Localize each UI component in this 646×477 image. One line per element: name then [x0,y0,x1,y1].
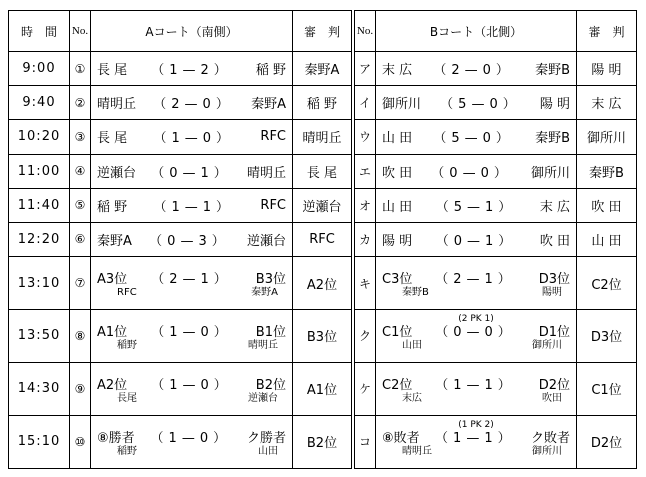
score-dash: — [466,324,485,340]
score [412,162,531,181]
team-away-subname: 御所川 [532,445,562,457]
team-away-subname: 逆瀬台 [248,392,278,404]
score-dash: — [182,377,201,393]
match-row [9,86,637,120]
court-a-match [91,222,293,256]
match-line [376,230,576,249]
match-number-a: ⑨ [70,362,91,415]
team-home: 陽 明 [382,233,413,249]
referee-a: B2位 [293,415,352,468]
score-home: （1 [150,430,182,446]
match-number-a: ⑥ [70,222,91,256]
team-away-subname: 晴明丘 [248,339,278,351]
match-line [376,127,576,146]
match-row [9,362,637,415]
pk-score: (1 PK 2) [458,419,494,430]
score-dash: — [184,131,203,147]
score-away: 2） [200,63,232,79]
score-home: （5 [433,131,465,147]
court-b-match [376,154,577,188]
team-away: B1位 [255,324,286,340]
court-b-match [376,310,577,363]
score-home: （1 [151,324,183,340]
team-home-subname: 稲野 [117,445,137,457]
court-a-match [91,257,293,310]
score [412,268,538,287]
referee-b: 御所川 [577,120,637,154]
team-home-subname: 晴明丘 [402,445,432,457]
court-b-match [376,222,577,256]
score [136,162,247,181]
match-number-b: ウ [355,120,376,154]
score-away: 3） [198,233,230,249]
team-home: 稲 野 [97,199,128,215]
header-row [9,11,637,52]
score-dash: — [464,63,483,79]
team-away: 逆瀬台 [246,233,286,249]
score-dash: — [181,430,200,446]
team-away: 末 広 [539,199,570,215]
score-dash: — [467,199,485,215]
team-home: A3位 [97,272,128,288]
score-away: 0） [199,430,232,446]
team-away: 陽 明 [539,97,570,113]
team-away-subname: 陽明 [542,287,562,299]
court-a-match [91,120,293,154]
score-away: 1） [484,272,516,288]
court-a-match [91,188,293,222]
match-row [9,120,637,154]
match-number-a: ③ [70,120,91,154]
score-dash: — [466,430,485,446]
score-home: （1 [435,377,467,393]
match-line [91,321,292,340]
court-b-match [376,86,577,120]
match-number-b: オ [355,188,376,222]
score-away: 1） [485,233,517,249]
score [127,374,256,393]
match-row [9,52,637,86]
team-away: ク敗者 [530,430,570,446]
score [127,268,256,287]
team-home: 山 田 [382,199,413,215]
match-line [91,93,292,112]
score [132,230,247,249]
team-away: 秦野A [251,97,286,113]
team-home: 御所川 [382,97,422,113]
referee-b: 吹 田 [577,188,637,222]
referee-a: 晴明丘 [293,120,352,154]
score-home: （1 [435,430,467,446]
match-row [9,188,637,222]
match-line [91,230,292,249]
score-away: 1） [200,272,232,288]
match-time: 13:50 [9,310,70,363]
team-away: 秦野B [535,63,570,79]
score-home: （0 [149,233,181,249]
team-home: C1位 [382,324,413,340]
team-subnames [91,341,292,351]
team-home: 晴明丘 [97,97,137,113]
referee-a: RFC [293,222,352,256]
score-home: （2 [433,63,465,79]
team-subnames [376,341,576,351]
score-home: （5 [440,97,472,113]
team-home-subname: 長尾 [117,392,137,404]
match-number-b: キ [355,257,376,310]
score-home: （0 [151,165,183,181]
team-home-subname: RFC [117,287,137,299]
header-time: 時 間 [9,11,70,52]
team-subnames [91,447,292,457]
referee-b: D3位 [577,310,637,363]
score-dash: — [180,233,199,249]
score-away: 0） [202,97,234,113]
referee-a: B3位 [293,310,352,363]
referee-a: 長 尾 [293,154,352,188]
court-b-match [376,415,577,468]
team-home-subname: 稲野 [117,339,137,351]
team-home: C3位 [382,272,413,288]
match-time: 9:40 [9,86,70,120]
team-away: B2位 [255,377,286,393]
team-home: C2位 [382,377,413,393]
match-line [376,196,576,215]
match-row [9,257,637,310]
match-line [91,374,292,393]
score [412,230,540,249]
court-b-match [376,257,577,310]
court-b-match [376,362,577,415]
team-home: 長 尾 [97,63,128,79]
score-away: 0） [480,165,512,181]
referee-b: D2位 [577,415,637,468]
score [127,321,256,340]
team-away-subname: 吹田 [542,392,562,404]
court-a-match [91,52,293,86]
referee-a: 逆瀬台 [293,188,352,222]
score-dash: — [471,97,490,113]
team-away-subname: 秦野A [251,287,278,299]
team-subnames [376,288,576,298]
schedule-table-wrapper [8,10,636,469]
match-time: 14:30 [9,362,70,415]
score-dash: — [184,97,203,113]
match-number-a: ⑤ [70,188,91,222]
score-home: （0 [435,233,467,249]
match-number-b: ケ [355,362,376,415]
team-home: 秦野A [97,233,132,249]
header-court-b: Bコート（北側） [376,11,577,52]
match-line [376,162,576,181]
team-away: B3位 [255,272,286,288]
team-away: D2位 [538,377,570,393]
score-dash: — [184,199,203,215]
header-court-a: Aコート（南側） [91,11,293,52]
match-number-b: エ [355,154,376,188]
score-home: （0 [431,165,463,181]
team-away: D1位 [538,324,570,340]
score-away: 0） [202,131,235,147]
score-dash: — [182,272,201,288]
header-referee-a: 審 判 [293,11,352,52]
team-home: A1位 [97,324,128,340]
court-a-match [91,310,293,363]
team-subnames [91,394,292,404]
score-away: 1） [484,377,516,393]
referee-a: A1位 [293,362,352,415]
score-home: （1 [153,199,185,215]
score-dash: — [467,233,485,249]
score-away: 0） [489,97,521,113]
team-away: 秦野B [535,131,570,147]
referee-a: A2位 [293,257,352,310]
header-no-b: No. [355,11,376,52]
team-away-subname: 山田 [258,445,278,457]
referee-a: 秦野A [293,52,352,86]
match-line [91,59,292,78]
score-dash: — [182,165,201,181]
team-home-subname: 末広 [402,392,422,404]
team-away: 稲 野 [255,63,286,79]
court-a-match [91,86,293,120]
score-home: （0 [435,324,467,340]
match-line [91,162,292,181]
court-b-match [376,52,577,86]
team-home: 逆瀬台 [97,165,137,181]
match-line [376,93,576,112]
score [412,59,535,78]
team-home-subname: 山田 [402,339,422,351]
score-dash: — [182,324,201,340]
match-time: 10:20 [9,120,70,154]
match-line [376,59,576,78]
team-away: 吹 田 [539,233,570,249]
match-schedule-table [8,10,637,469]
court-b-match [376,120,577,154]
team-home: ⑧勝者 [97,430,135,446]
score [136,93,251,112]
score-away: 1） [485,199,517,215]
team-away: D3位 [538,272,570,288]
team-home-subname: 秦野B [402,287,429,299]
team-away: RFC [260,129,286,145]
score-away: 0） [482,131,514,147]
match-line [91,427,292,446]
match-number-b: ク [355,310,376,363]
referee-a: 稲 野 [293,86,352,120]
match-line [376,268,576,287]
match-row [9,222,637,256]
referee-b: 陽 明 [577,52,637,86]
referee-b: 山 田 [577,222,637,256]
match-row [9,154,637,188]
score-away: 1） [484,430,516,446]
score-home: （1 [151,377,183,393]
match-number-a: ① [70,52,91,86]
score [412,127,535,146]
score-home: （2 [435,272,467,288]
score-dash: — [464,131,483,147]
team-away-subname: 御所川 [532,339,562,351]
match-time: 11:00 [9,154,70,188]
match-row [9,415,637,468]
team-away: 晴明丘 [246,165,286,181]
match-time: 12:20 [9,222,70,256]
referee-b: C2位 [577,257,637,310]
match-time: 13:10 [9,257,70,310]
score-dash: — [182,63,201,79]
team-home: 長 尾 [97,131,128,147]
match-number-a: ④ [70,154,91,188]
match-time: 11:40 [9,188,70,222]
court-a-match [91,362,293,415]
score-home: （2 [153,97,185,113]
team-home: 吹 田 [382,165,413,181]
court-b-match [376,188,577,222]
match-line [91,127,292,146]
match-time: 9:00 [9,52,70,86]
match-number-b: コ [355,415,376,468]
score [127,196,260,215]
team-home: ⑧敗者 [382,430,420,446]
score [135,427,247,446]
team-subnames [376,394,576,404]
pk-score: (2 PK 1) [458,314,494,324]
match-line [376,374,576,393]
score-dash: — [466,377,485,393]
match-number-b: カ [355,222,376,256]
court-a-match [91,415,293,468]
court-a-match [91,154,293,188]
referee-b: C1位 [577,362,637,415]
match-number-a: ⑦ [70,257,91,310]
team-home: A2位 [97,377,128,393]
score [421,93,540,112]
team-home: 山 田 [382,131,413,147]
score-home: （1 [151,63,183,79]
header-no-a: No. [70,11,91,52]
score-home: （5 [435,199,467,215]
score [412,374,538,393]
header-referee-b: 審 判 [577,11,637,52]
team-home: 末 広 [382,63,413,79]
team-away: 御所川 [530,165,570,181]
score-home: （1 [153,131,185,147]
score-dash: — [462,165,481,181]
score-away: 0） [484,324,516,340]
score-away: 1） [200,165,232,181]
score [412,196,540,215]
score [127,127,260,146]
score-dash: — [466,272,485,288]
score [127,59,256,78]
match-number-b: ア [355,52,376,86]
match-number-a: ⑧ [70,310,91,363]
score-away: 0） [482,63,514,79]
team-subnames [376,447,576,457]
score-away: 0） [200,377,232,393]
score-away: 0） [200,324,232,340]
match-line [91,196,292,215]
match-line [91,268,292,287]
team-subnames [91,288,292,298]
match-number-b: イ [355,86,376,120]
match-number-a: ⑩ [70,415,91,468]
team-away: RFC [260,197,286,213]
match-time: 15:10 [9,415,70,468]
team-away: ク勝者 [246,430,286,446]
match-row [9,310,637,363]
score-home: （2 [151,272,183,288]
score-away: 1） [202,199,235,215]
referee-b: 秦野B [577,154,637,188]
match-number-a: ② [70,86,91,120]
referee-b: 末 広 [577,86,637,120]
